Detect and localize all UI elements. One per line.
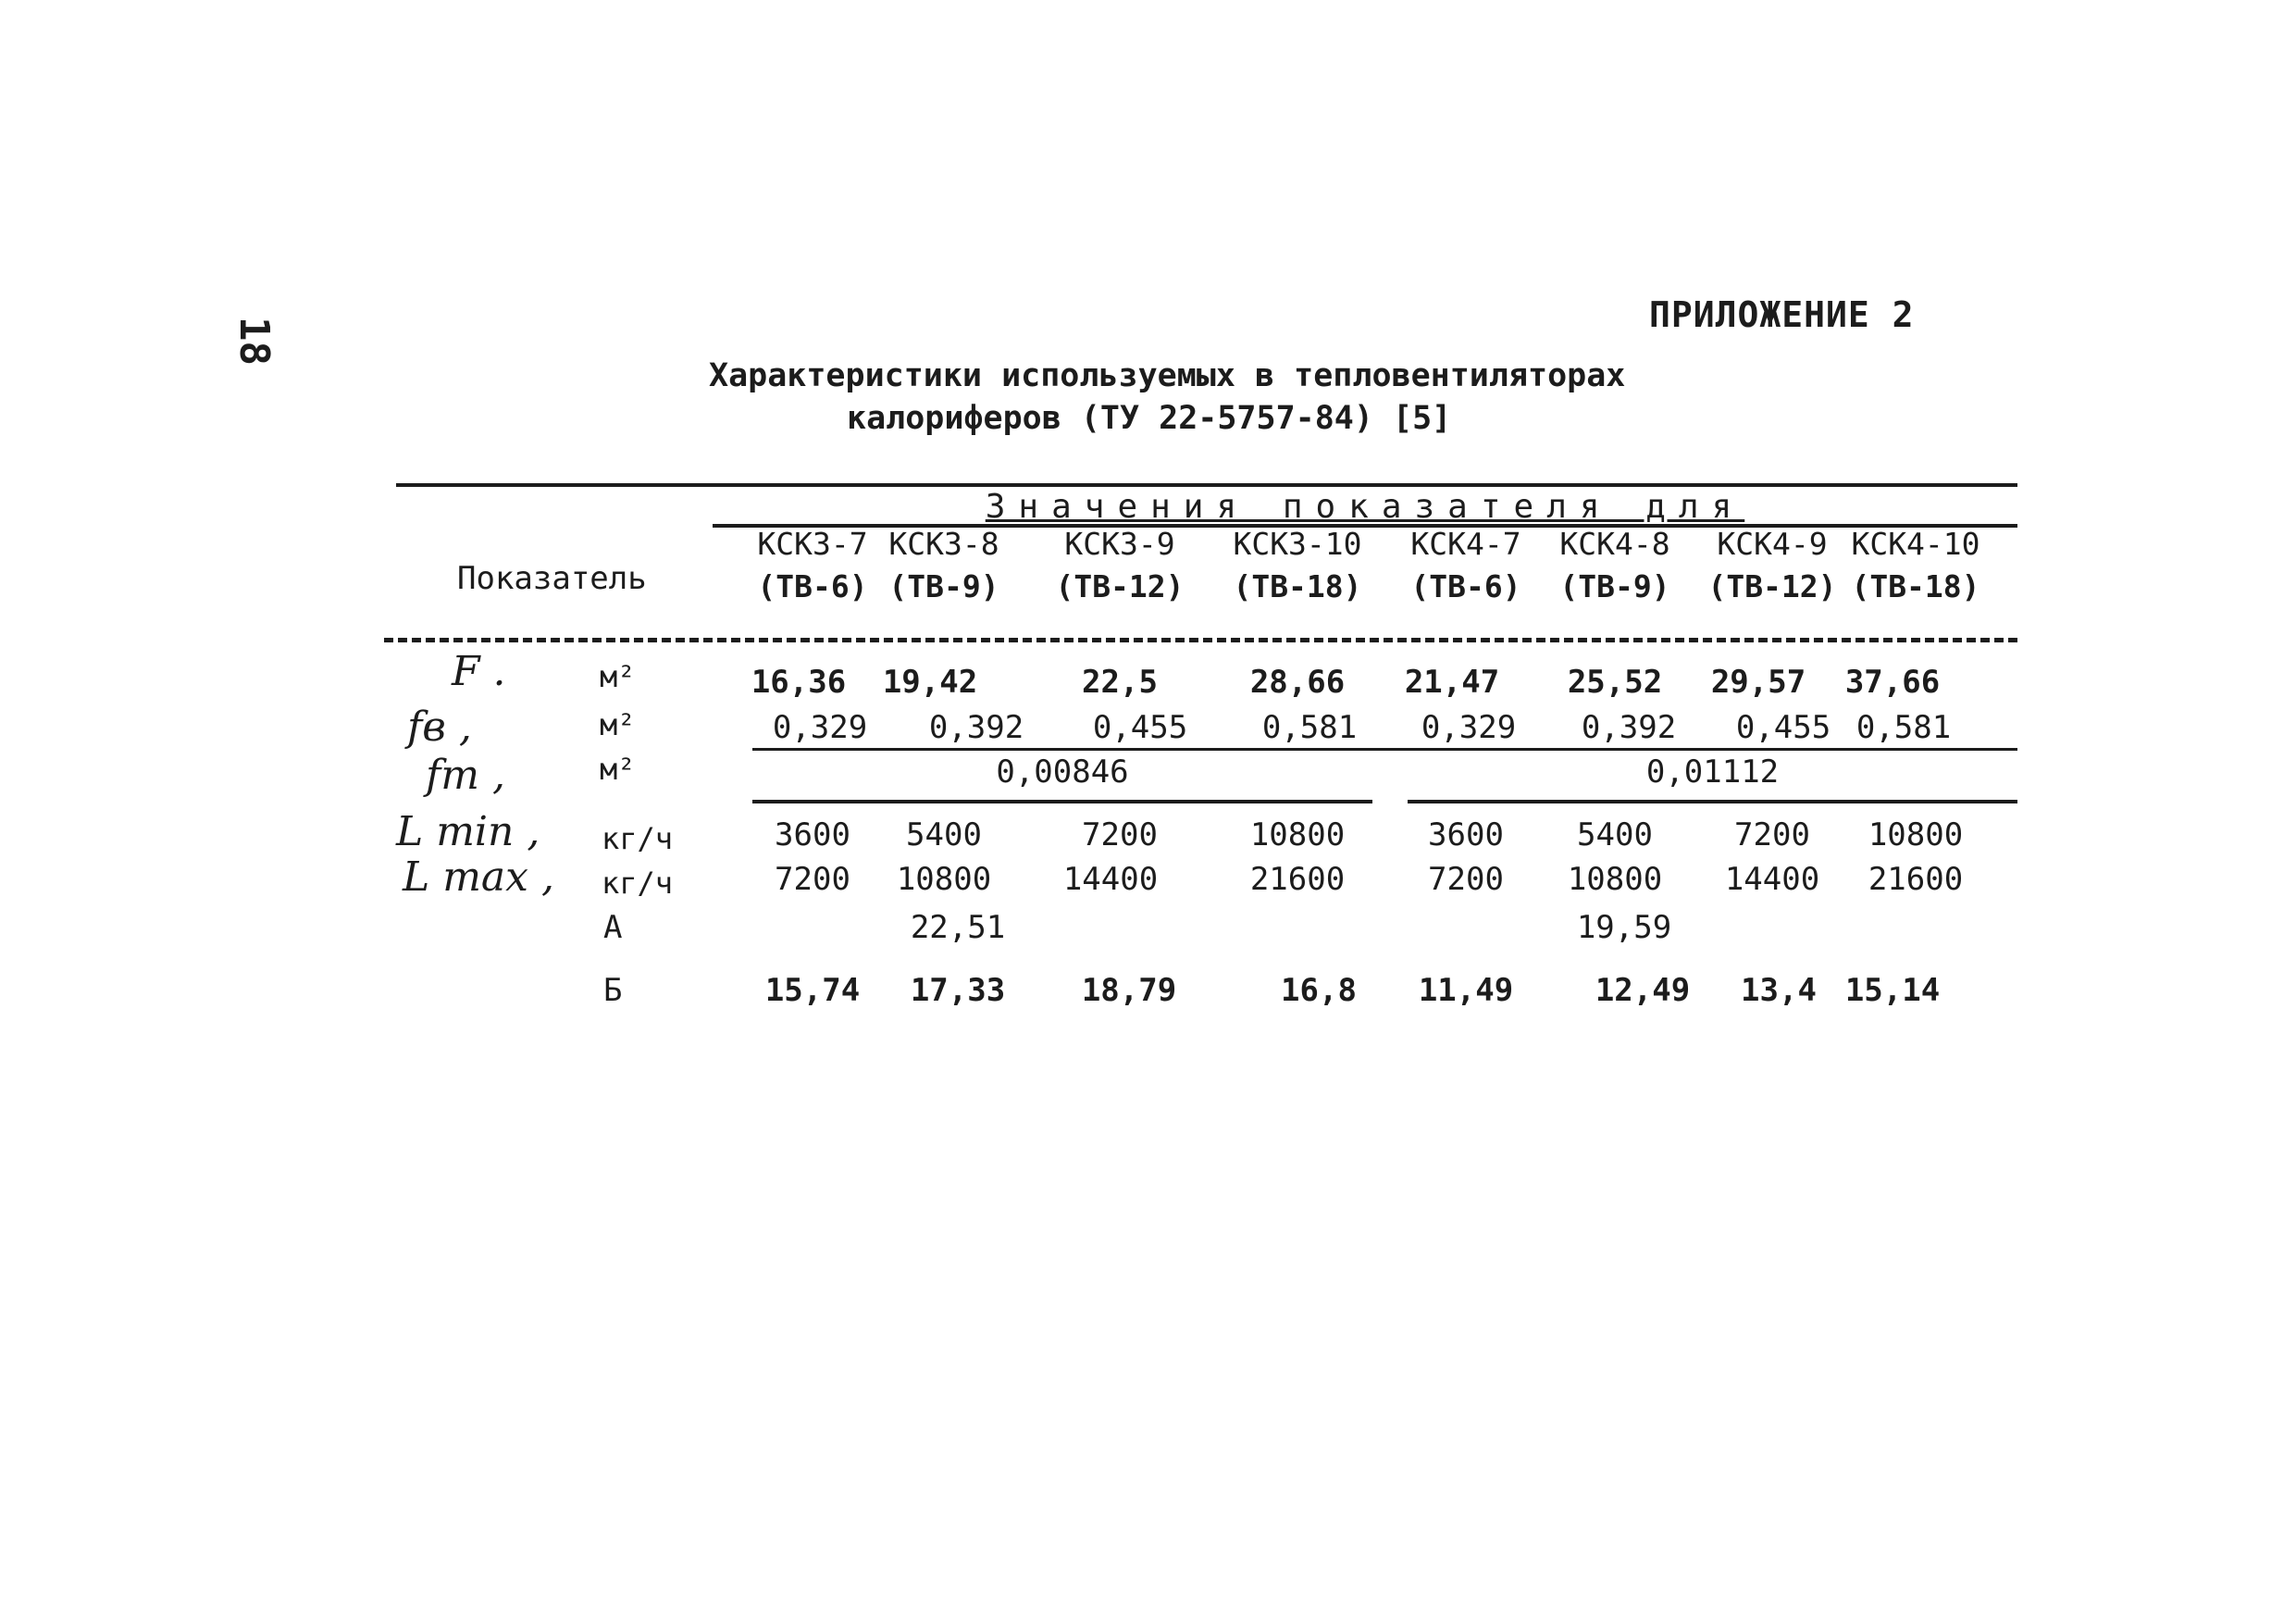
- value-lmin: 3600: [1428, 816, 1504, 853]
- symbol-F: F .: [452, 648, 506, 695]
- value-lmax: 7200: [1428, 861, 1504, 898]
- column-header: [1694, 523, 1851, 608]
- value-F: 37,66: [1844, 664, 1941, 701]
- value-lmax: 7200: [775, 861, 850, 898]
- values-header: Значения показателя для: [985, 488, 1745, 526]
- unit-ft: м²: [600, 752, 636, 787]
- column-fan: (ТВ-18): [1233, 568, 1362, 604]
- column-fan: (ТВ-6): [1410, 568, 1521, 604]
- label-A: А: [603, 909, 623, 946]
- value-F: 22,5: [1082, 664, 1158, 701]
- value-B: 11,49: [1418, 972, 1514, 1009]
- value-ft-group-3: 0,00846: [996, 753, 1129, 791]
- fb-underline: [752, 748, 2017, 751]
- column-model: КСК4-9: [1717, 526, 1828, 562]
- column-model: КСК3-10: [1233, 526, 1362, 562]
- column-header: [1219, 523, 1376, 608]
- value-fb: 0,392: [928, 709, 1024, 746]
- value-B: 16,8: [1281, 972, 1357, 1009]
- value-B: 17,33: [910, 972, 1006, 1009]
- value-lmax: 14400: [1062, 861, 1159, 898]
- value-ft-group-4: 0,01112: [1645, 753, 1780, 791]
- symbol-ft: fт ,: [426, 752, 505, 799]
- column-model: КСК4-8: [1559, 526, 1670, 562]
- value-fb: 0,581: [1855, 709, 1952, 746]
- appendix-label: ПРИЛОЖЕНИЕ 2: [1649, 294, 1915, 335]
- page-number: 18: [230, 317, 278, 366]
- value-F: 29,57: [1710, 664, 1806, 701]
- value-lmin: 5400: [906, 816, 982, 853]
- column-header: [1041, 523, 1198, 608]
- value-lmax: 10800: [1567, 861, 1663, 898]
- value-fb: 0,329: [1421, 709, 1517, 746]
- value-F: 21,47: [1404, 664, 1500, 701]
- value-lmin: 10800: [1868, 816, 1964, 853]
- column-header: [865, 523, 1023, 608]
- value-B: 15,74: [764, 972, 861, 1009]
- table-title-line-2: калориферов (ТУ 22-5757-84) [5]: [847, 400, 1452, 437]
- value-lmin: 5400: [1577, 816, 1653, 853]
- value-fb: 0,455: [1735, 709, 1831, 746]
- ft-rule-left: [752, 800, 1372, 803]
- value-lmin: 7200: [1734, 816, 1810, 853]
- value-A-group-3: 22,51: [910, 909, 1006, 946]
- value-fb: 0,455: [1092, 709, 1188, 746]
- column-header: [1536, 523, 1694, 608]
- unit-lmin: кг/ч: [602, 821, 674, 856]
- column-model: КСК3-9: [1064, 526, 1175, 562]
- table-top-rule: [396, 483, 2017, 487]
- value-F: 25,52: [1567, 664, 1663, 701]
- column-model: КСК3-7: [757, 526, 868, 562]
- value-F: 19,42: [882, 664, 978, 701]
- value-B: 13,4: [1741, 972, 1817, 1009]
- column-model: КСК4-7: [1410, 526, 1521, 562]
- value-F: 28,66: [1249, 664, 1346, 701]
- header-separator-dashed: [384, 638, 2017, 642]
- column-fan: (ТВ-6): [757, 568, 868, 604]
- column-fan: (ТВ-9): [1559, 568, 1670, 604]
- value-F: 16,36: [751, 664, 847, 701]
- ft-rule-right: [1408, 800, 2017, 803]
- value-fb: 0,581: [1261, 709, 1358, 746]
- symbol-lmax: L max ,: [403, 853, 554, 901]
- unit-lmax: кг/ч: [602, 866, 674, 901]
- label-B: Б: [603, 972, 623, 1009]
- value-lmax: 14400: [1724, 861, 1820, 898]
- column-header: [1387, 523, 1545, 608]
- value-fb: 0,392: [1581, 709, 1677, 746]
- value-lmax: 21600: [1249, 861, 1346, 898]
- symbol-lmin: L min ,: [396, 808, 540, 855]
- value-lmin: 7200: [1082, 816, 1158, 853]
- value-B: 12,49: [1595, 972, 1691, 1009]
- symbol-fb: fв ,: [407, 704, 472, 751]
- value-lmin: 3600: [775, 816, 850, 853]
- unit-fb: м²: [600, 707, 636, 742]
- value-A-group-4: 19,59: [1576, 909, 1672, 946]
- column-fan: (ТВ-9): [888, 568, 999, 604]
- value-lmax: 10800: [896, 861, 992, 898]
- value-fb: 0,329: [772, 709, 868, 746]
- column-model: КСК4-10: [1851, 526, 1980, 562]
- column-header: [1837, 523, 1994, 608]
- value-B: 15,14: [1844, 972, 1941, 1009]
- table-title-line-1: Характеристики используемых в тепловентиляторах: [709, 357, 1626, 394]
- indicator-header: Показатель: [457, 560, 647, 597]
- unit-F: м²: [600, 659, 636, 694]
- column-model: КСК3-8: [888, 526, 999, 562]
- column-fan: (ТВ-12): [1055, 568, 1185, 604]
- value-lmin: 10800: [1249, 816, 1346, 853]
- column-fan: (ТВ-12): [1707, 568, 1837, 604]
- value-B: 18,79: [1081, 972, 1177, 1009]
- column-fan: (ТВ-18): [1851, 568, 1980, 604]
- value-lmax: 21600: [1868, 861, 1964, 898]
